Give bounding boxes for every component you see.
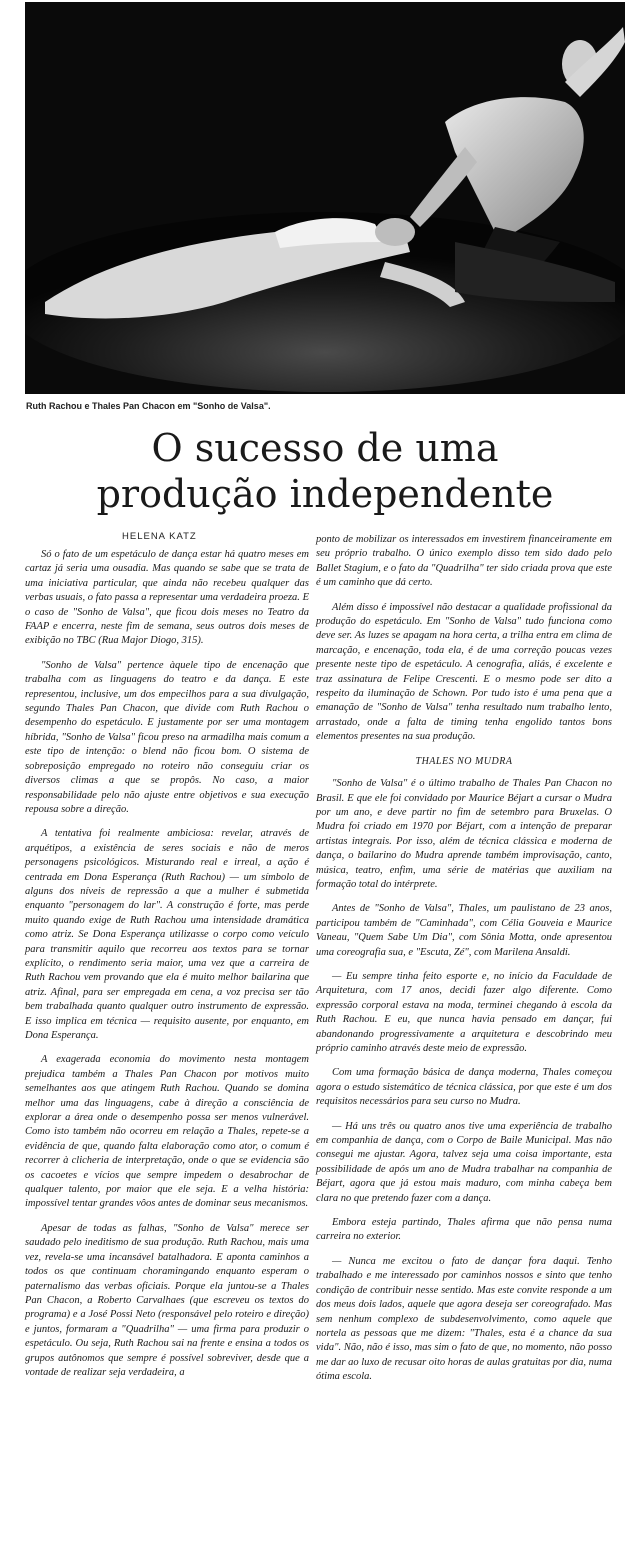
left-column bbox=[25, 548, 309, 1390]
paragraph: Embora esteja partindo, Thales afirma que não pensa numa carreira no exterior. bbox=[316, 1217, 612, 1243]
paragraph: "Sonho de Valsa" é o último trabalho de Thales Pan Chacon no Brasil. E que ele foi convidado por Maurice Béjart a cursar o Mudra por um ano, e deve partir no fim de setembro para Bruxelas. O Mudra foi criado em 1970 por Béjart, com a intenção de preparar artistas integrais. Por isso, além de técnica clássica e moderna de dança, o bailarino do Mudra aprende também improvisação, canto, música, teatro, enfim, uma série de matérias que auxiliam na formação total do intérprete. bbox=[316, 778, 612, 890]
dancers-illustration bbox=[25, 2, 625, 394]
paragraph: ponto de mobilizar os interessados em investirem financeiramente em seu próprio trabalho. O único exemplo disso tem sido dado pelo Ballet Stagium, e o fato da "Quadrilha" ter sido criada prova que este é um caminho que dá certo. bbox=[316, 534, 612, 589]
paragraph: Antes de "Sonho de Valsa", Thales, um paulistano de 23 anos, participou também de "Caminhada", com Célia Gouveia e Maurice Vaneau, "Quem Sabe Um Dia", com Sônia Motta, onde apresentou uma coreografia sua, e "Escuta, Zé", com Marilena Ansaldi. bbox=[316, 903, 612, 958]
headline-line-2: produção independente bbox=[96, 472, 554, 516]
dance-photo bbox=[25, 2, 625, 394]
photo-caption: Ruth Rachou e Thales Pan Chacon em "Sonho de Valsa". bbox=[26, 401, 271, 411]
headline bbox=[40, 425, 610, 517]
headline-line-1: O sucesso de uma bbox=[151, 426, 499, 470]
paragraph: — Há uns três ou quatro anos tive uma experiência de trabalho em companhia de dança, com o Corpo de Baile Municipal. Mas não consegui me ajustar. Agora, talvez seja uma coisa importante, esta possibilidade de após um ano de Mudra trabalhar na companhia de Béjart, agora que já estou mais maduro, com minha cabeça bem clara no que pretendo fazer com a dança. bbox=[316, 1120, 612, 1204]
paragraph: Além disso é impossível não destacar a qualidade profissional da produção do espetáculo. Em "Sonho de Valsa" tudo funciona como deve ser. As luzes se apagam na hora certa, a trilha entra em clima de marcação, e encenação, toda ela, é de uma correção poucas vezes presente neste tipo de espetáculo. A cenografia, aliás, é excelente e traz assinatura de Felipe Crescenti. E o mesmo pode ser dito a respeito da iluminação de Schown. Por tudo isto é uma pena que a emanação de "Sonho de Valsa" tenha resultado num trabalho lento, arrastado, onde a falta de timing tenha engolido tantos bons elementos presentes na sua produção. bbox=[316, 601, 612, 743]
section-subhead: THALES NO MUDRA bbox=[415, 755, 513, 767]
paragraph: A exagerada economia do movimento nesta montagem prejudica também a Thales Pan Chacon por motivos muito semelhantes aos que atingem Ruth Rachou. Quando se domina melhor uma das linguagens, cabe à direção a consciência de explorar a área onde o desempenho possa ser menos vulnerável. Como isto também não ocorreu em relação a Thales, repete-se a evidência de que, quando falta elaboração como ator, o comum é recorrer à clicheria de interpretação, onde o que se evidencia são os cacoetes e vícios que sempre impedem o desabrochar de qualquer talento, por maior que ele seja. E a velha história: impossível tentar grandes vôos antes de dominar seus mecanismos. bbox=[25, 1054, 309, 1210]
byline: HELENA KATZ bbox=[122, 531, 197, 542]
paragraph: — Eu sempre tinha feito esporte e, no início da Faculdade de Arquitetura, com 17 anos, decidi fazer algo diferente. Como expressão corporal estava na moda, terminei chegando à escola da Ruth Rachou. E eu, que nunca havia pensado em dançar, fui abandonando progressivamente a arquitetura e descobrindo meu próprio caminho através deste meio de expressão. bbox=[316, 970, 612, 1054]
paragraph: Apesar de todas as falhas, "Sonho de Valsa" merece ser saudado pelo ineditismo de sua produção. Ruth Rachou, mais uma vez, revela-se uma incansável batalhadora. E aponta caminhos a todos os que continuam choramingando enquanto esperam o paternalismo das verbas oficiais. Porque ela juntou-se a Thales Pan Chacon, a Roberto Carvalhaes (que escreveu os textos do programa) e a José Possi Neto (responsável pelo roteiro e direção) e juntos, formaram a "Quadrilha" — uma firma para produzir o espetáculo. Ou seja, Ruth Rachou sai na frente e ensina a todos os grupos autônomos que sempre é possível sobreviver, desde que a vontade de realizar seja verdadeira, a bbox=[25, 1222, 309, 1378]
right-column bbox=[316, 533, 612, 1395]
paragraph: Com uma formação básica de dança moderna, Thales começou agora o estudo sistemático de técnica clássica, por que este é um dos requisitos necessários para seu curso no Mudra. bbox=[316, 1067, 612, 1108]
paragraph: A tentativa foi realmente ambiciosa: revelar, através de arquétipos, a existência de seres sociais e não de meros personagens psicológicos. Misturando real e irreal, a ação é centrada em Dona Esperança (Ruth Rachou) — um símbolo de alguns dos níveis de repressão a que a mulher é submetida enquanto "personagem do lar". A construção é forte, mas perde muito quando exige de Ruth Rachou uma intensidade dramática como atriz. Se Dona Esperança utilizasse o corpo como veículo para transmitir aquilo que recorreu aos textos para se tornar explícito, o rendimento seria maior, uma vez que a carreira de Ruth Rachou vem provando que ela é muito melhor bailarina que atriz. Afinal, para ser empregada em cena, a voz precisa ser tão bem trabalhada quanto qualquer outro instrumento de expressão. E isso implica em técnica — requisito ausente, por enquanto, em Dona Esperança. bbox=[25, 828, 309, 1041]
paragraph: "Sonho de Valsa" pertence àquele tipo de encenação que trabalha com as linguagens do teatro e da dança. E este representou, inclusive, um dos empecilhos para a sua divulgação, segundo Thales Pan Chacon, que divide com Ruth Rachou o desempenho do espetáculo. E justamente por ser uma montagem híbrida, "Sonho de Valsa" ficou preso na armadilha mais comum a este tipo de intenção: o blend não ficou bom. O sistema de sobreposição empregado no roteiro não conseguiu criar os diversos climas a que se propôs. No caso, a maior responsabilidade pelo não ajuste entre objetivos e sua execução repousa sobre a direção. bbox=[25, 659, 309, 815]
paragraph: Só o fato de um espetáculo de dança estar há quatro meses em cartaz já seria uma ousadia. Mas quando se sabe que se trata de uma iniciativa particular, que ainda não recebeu qualquer das verbas usuais, o fato passa a representar uma verdadeira proeza. E o caso de "Sonho de Valsa", que ficou dois meses no Teatro da FAAP e encerra, neste fim de semana, seus outros dois meses de exibição no TBC (Rua Major Diogo, 315). bbox=[25, 549, 309, 647]
paragraph: — Nunca me excitou o fato de dançar fora daqui. Tenho trabalhado e me interessado por caminhos nossos e sinto que tenho condição de contribuir nesse sentido. Mas este convite responde a um dos meus dois lados, aquele que agora deseja ser coreografado. Mas sem nenhum complexo de subdesenvolvimento, como aquele que nortela as pessoas que me dizem: "Thales, esta é a chance da sua vida". Não, não é isso, mas sim o fato de que, no momento, não posso me dar ao luxo de recusar oito horas de aulas gratuitas por dia, numa ótima escola. bbox=[316, 1255, 612, 1383]
